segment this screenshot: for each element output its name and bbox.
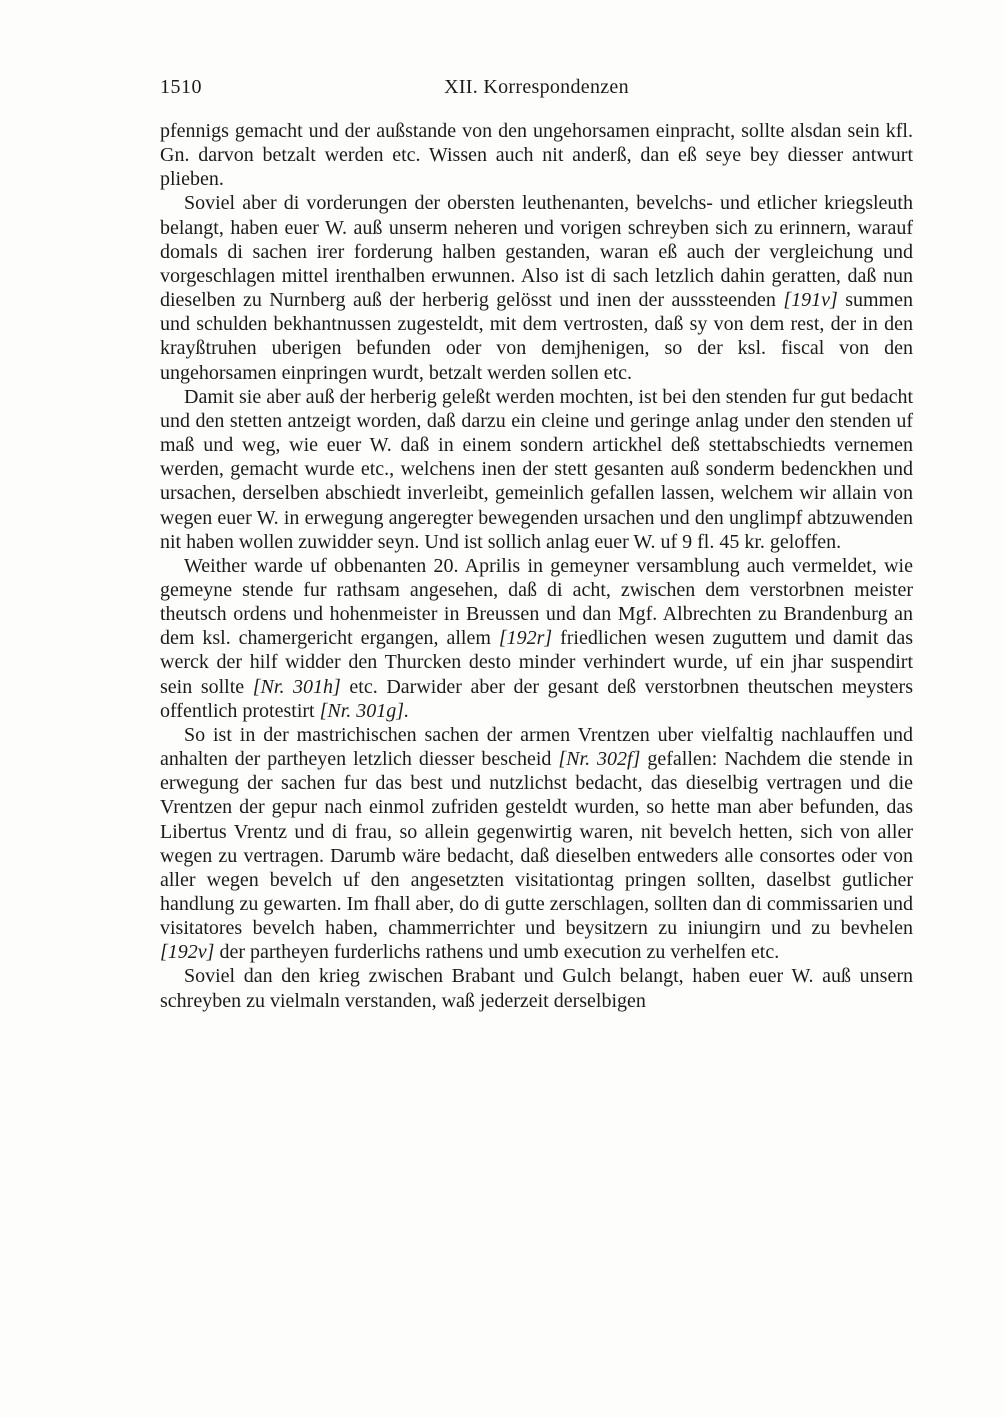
text-segment: Damit sie aber auß der herberig geleßt werden mochten, ist bei den stenden fur gut bedacht und den stetten antzeigt worden, daß darzu ein cleine und geringe anlag under den stenden uf maß und weg, wie euer W. daß in einem sondern artickhel deß stettabschiedts vernemen werden, gemacht wurde etc., welchens inen der stett gesanten auß sonderm bedenckhen und ursachen, derselben abschiedt inverleibt, gemeinlich gefallen lassen, welchem wir allain von wegen euer W. in erwegung angeregter bewegenden ursachen und den unglimpf abtzuwenden nit haben wollen zuwidder seyn. Und ist sollich anlag euer W. uf 9 fl. 45 kr. geloffen. — [160, 385, 913, 553]
text-segment: Weither warde uf obbenanten 20. Aprilis in gemeyner versamblung auch vermeldet, wie gemeyne stende fur rathsam angesehen, daß di acht, zwischen dem verstorbnen meister theutsch ordens und hohenmeister in Breussen und dan Mgf. Albrechten zu Brandenburg an dem ksl. chamergericht ergangen, allem — [160, 554, 913, 650]
page-number: 1510 — [160, 76, 202, 98]
folio-reference: [191v] — [783, 289, 838, 312]
paragraph-2 — [160, 191, 913, 384]
running-head: XII. Korrespondenzen — [444, 76, 629, 98]
folio-reference: [Nr. 301h] — [252, 675, 341, 698]
paragraph-1 — [160, 119, 913, 191]
text-segment: gefallen: Nachdem die stende in erwegung der sachen fur das best und nutzlichst bedacht, das dieselbig vertragen und die Vrentzen der gepur nach einmol zufriden gesteldt wurden, so hette man aber befunden, das Libertus Vrentz und di frau, so allein gegenwirtig waren, nit bevelch hetten, sich von aller wegen zu vertragen. Darumb wäre bedacht, daß dieselben entweders alle consortes oder von aller wegen bevelch uf den angesetzten visitationtag pringen sollten, daselbst gutlicher handlung zu gewarten. Im fhall aber, do di gutte zerschlagen, sollten dan di commissarien und visitatores bevelch haben, chammerrichter und beysitzern zu iniungirn und zu bevhelen — [160, 748, 913, 940]
text-segment: So ist in der mastrichischen sachen der armen Vrentzen uber vielfaltig nachlauffen und anhalten der partheyen letzlich diesser bescheid — [160, 723, 913, 771]
text-segment: der partheyen furderlichs rathens und umb execution zu verhelfen etc. — [214, 941, 780, 964]
text-segment: pfennigs gemacht und der außstande von den ungehorsamen einpracht, sollte alsdan sein kfl. Gn. darvon betzalt werden etc. Wissen auch nit anderß, dan eß seye bey diesser antwurt plieben. — [160, 120, 913, 191]
folio-reference: [192v] — [160, 941, 215, 964]
text-segment: Soviel aber di vorderungen der obersten leuthenanten, bevelchs- und etlicher kriegsleuth belangt, haben euer W. auß unserm neheren und vorigen schreyben sich zu erinnern, warauf domals di sachen irer forderung halben gestanden, waran eß auch der vergleichung und vorgeschlagen mittel irenthalben erwunnen. Also ist di sach letzlich dahin geratten, daß nun dieselben zu Nurnberg auß der herberig gelösst und inen der ausssteenden — [160, 192, 913, 312]
paragraph-3 — [160, 385, 913, 554]
paragraph-4 — [160, 554, 913, 723]
page-header — [160, 76, 913, 104]
folio-reference: [192r] — [498, 627, 553, 650]
folio-reference: [Nr. 301g]. — [319, 699, 410, 722]
paragraph-6 — [160, 964, 913, 1012]
text-segment: etc. Darwider aber der gesant deß verstorbnen theutschen meysters offentlich protestirt — [160, 675, 913, 722]
paragraph-5 — [160, 723, 913, 965]
text-block — [160, 119, 913, 1013]
text-segment: summen und schulden bekhantnussen zugesteldt, mit dem vertrosten, daß sy von dem rest, der in den krayßtruhen uberigen befunden oder von demjhenigen, so der ksl. fiscal von den ungehorsamen einpringen wurdt, betzalt werden sollen etc. — [160, 289, 913, 384]
text-segment: friedlichen wesen zuguttem und damit das werck der hilf widder den Thurcken desto minder verhindert wurde, uf ein jhar suspendirt sein sollte — [160, 627, 914, 698]
text-segment: Soviel dan den krieg zwischen Brabant und Gulch belangt, haben euer W. auß unsern schreyben zu vielmaln verstanden, waß jederzeit derselbigen — [160, 965, 913, 1012]
folio-reference: [Nr. 302f] — [558, 748, 641, 771]
